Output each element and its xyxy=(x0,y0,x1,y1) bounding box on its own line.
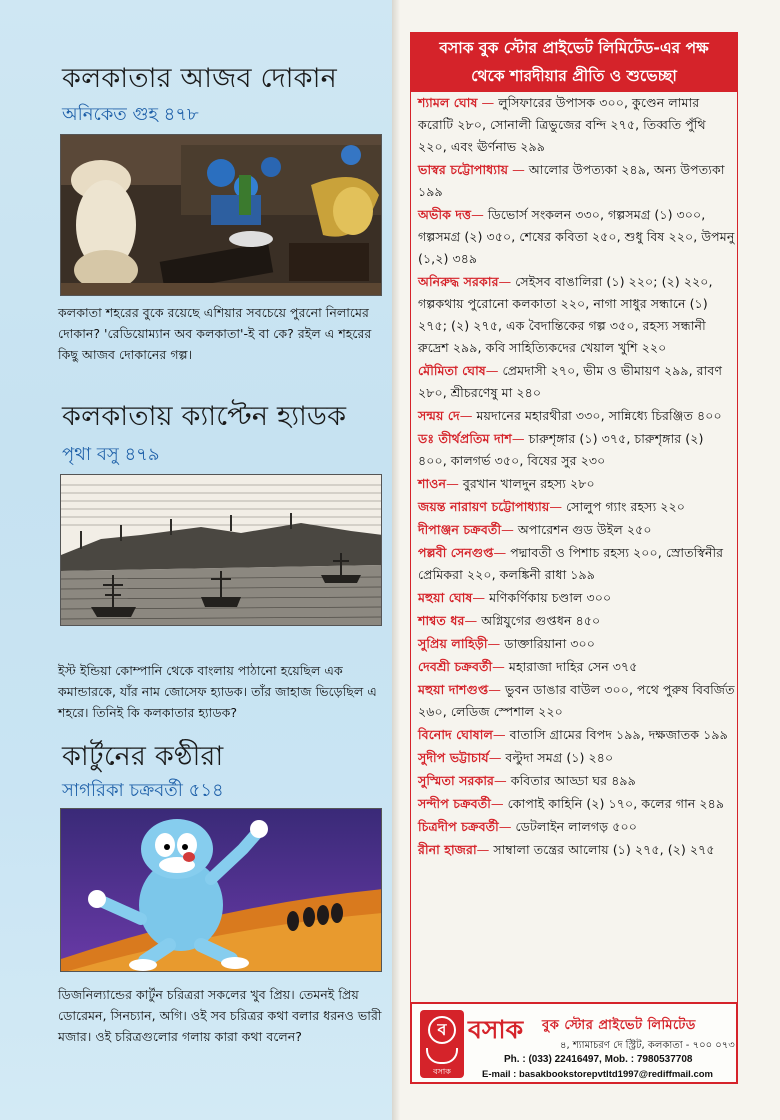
separator: — xyxy=(464,613,482,628)
separator: — xyxy=(477,95,499,110)
story-3-author: সাগরিকা চক্রবর্তী ৫১৪ xyxy=(62,780,224,801)
book-icon xyxy=(426,1048,458,1064)
author-name: বিনোদ ঘোষাল xyxy=(418,727,493,742)
separator: — xyxy=(498,819,516,834)
list-item xyxy=(418,519,736,542)
book-titles: কোপাই কাহিনি (২) ১৭০, কলের গান ২৪৯ xyxy=(507,796,725,811)
separator: — xyxy=(508,162,529,177)
author-name: শ্যামল ঘোষ xyxy=(418,95,478,110)
author-name: মহুয়া দাশগুপ্ত xyxy=(418,682,489,697)
cartoon-character-illustration xyxy=(60,808,382,972)
separator: — xyxy=(488,682,505,697)
book-titles: ভুবন ডাঙার বাউল ৩০০, পথে পুরুষ বিবর্জিত ২৬০, লেডিজ স্পেশাল ২২০ xyxy=(418,682,735,719)
book-titles: চারুশৃঙ্গার (১) ৩৭৫, চারুশৃঙ্গার (২) ৪০০, কালগর্ভ ৩৫০, বিষের সুর ২৩০ xyxy=(418,431,704,468)
separator: — xyxy=(493,545,511,560)
book-titles: আলোর উপত্যকা ২৪৯, অন্য উপত্যকা ১৯৯ xyxy=(418,162,725,199)
author-name: পল্লবী সেনগুপ্ত xyxy=(418,545,494,560)
separator: — xyxy=(492,727,510,742)
brand-name: বসাক xyxy=(468,1015,524,1044)
email: E-mail : basakbookstorepvtltd1997@rediffmail.com xyxy=(482,1069,713,1080)
list-item xyxy=(418,724,736,747)
author-name: সুদীপ ভট্টাচার্য xyxy=(418,750,489,765)
list-item xyxy=(418,747,736,770)
author-name: রীনা হাজরা xyxy=(418,842,477,857)
separator: — xyxy=(459,408,477,423)
list-item xyxy=(418,587,736,610)
book-titles: ডিভোর্স সংকলন ৩৩০, গল্পসমগ্র (১) ৩০০, গল্পসমগ্র (২) ৩৫০, শেষের কবিতা ২৫০, শুধু বিষ ২২০, উপমনু (১,২) ৩৪৯ xyxy=(418,207,735,266)
list-item xyxy=(418,542,736,587)
list-item xyxy=(418,679,736,724)
list-item xyxy=(418,793,736,816)
separator: — xyxy=(490,796,508,811)
list-item xyxy=(418,405,736,428)
antique-shop-image xyxy=(61,135,382,296)
book-titles: লুসিফারের উপাসক ৩০০, কুণ্ডেন লামার করোটি ২৮০, সোনালী ত্রিভুজের বন্দি ২৭৫, তিব্বতি পুঁথি ২২০, এবং ঊর্ণনাভ ২৯৯ xyxy=(418,95,706,154)
list-item xyxy=(418,633,736,656)
book-titles: মহারাজা দাহির সেন ৩৭৫ xyxy=(508,659,638,674)
book-titles: ময়দানের মহারথীরা ৩৩০, সান্নিধ্যে চিরঞ্জিত ৪০০ xyxy=(476,408,722,423)
story-2-caption: ইস্ট ইন্ডিয়া কোম্পানি থেকে বাংলায় পাঠানো হয়েছিল এক কমান্ডারকে, যাঁর নাম জোসেফ হ্যাডক। তাঁর জাহাজ ভিড়েছিল এ শহরে। তিনিই কি কলকাতার হ্যাডক? xyxy=(58,663,377,720)
list-item xyxy=(418,496,736,519)
banner-line-2: থেকে শারদীয়ার প্রীতি ও শুভেচ্ছা xyxy=(471,67,677,85)
story-1-author: অনিকেত গুহ ৪৭৮ xyxy=(62,104,199,125)
separator: — xyxy=(487,636,505,651)
book-titles: কবিতার আড্ডা ঘর ৪৯৯ xyxy=(510,773,636,788)
phone: Ph. : (033) 22416497, Mob. : 7980537708 xyxy=(504,1054,693,1065)
logo-letter: ব xyxy=(428,1016,456,1044)
list-item xyxy=(418,360,736,405)
book-list xyxy=(418,92,736,862)
book-titles: ডেটলাইন লালগড় ৫০০ xyxy=(515,819,637,834)
author-name: ডঃ তীর্থপ্রতিম দাশ xyxy=(418,431,512,446)
book-titles: অগ্নিযুগের গুপ্তধন ৪৫০ xyxy=(481,613,601,628)
book-titles: অপারেশন গুড উইল ২৫০ xyxy=(517,522,652,537)
author-name: অনিরুদ্ধ সরকার xyxy=(418,274,499,289)
list-item xyxy=(418,816,736,839)
cartoon-image xyxy=(61,809,382,972)
separator: — xyxy=(501,522,518,537)
book-titles: সোলুপ গ্যাং রহস্য ২২০ xyxy=(566,499,686,514)
ad-banner xyxy=(410,32,738,92)
story-3-caption: ডিজনিল্যান্ডের কার্টুন চরিত্ররা সকলের খুব প্রিয়। তেমনই প্রিয় ডোরেমন, সিনচ্যান, অগি। ওই সব চরিত্রর কথা বলার ধরনও ভারী মজার। ওই চরিত্রগুলোর গলায় কারা কথা বলেন? xyxy=(58,987,382,1044)
list-item xyxy=(418,271,736,360)
list-item xyxy=(418,839,736,862)
book-titles: প্রেমদাসী ২৭০, ভীম ও ভীমায়ণ ২৯৯, রাবণ ২৮০, শ্রীচরণেষু মা ২৪০ xyxy=(418,363,723,400)
separator: — xyxy=(549,499,567,514)
book-titles: বল্টুদা সমগ্র (১) ২৪০ xyxy=(505,750,614,765)
list-item xyxy=(418,159,736,204)
story-1-caption: কলকাতা শহরের বুকে রয়েছে এশিয়ার সবচেয়ে পুরনো নিলামের দোকান? 'রেডিয়োম্যান অব কলকাতা'-ই বা কে? রইল এ শহরের কিছু আজব দোকানের গল্প। xyxy=(58,305,372,362)
author-name: মৌমিতা ঘোষ xyxy=(418,363,486,378)
list-item xyxy=(418,428,736,473)
harbour-engraving-image xyxy=(61,475,382,626)
brand-rest: বুক স্টোর প্রাইভেট লিমিটেড xyxy=(542,1018,696,1033)
list-item xyxy=(418,204,736,271)
book-titles: পদ্মাবতী ও পিশাচ রহস্য ২০০, স্রোতস্বিনীর প্রেমিকরা ২২০, কলঙ্কিনী রাধা ১৯৯ xyxy=(418,545,724,582)
separator: — xyxy=(471,207,488,222)
author-name: সন্দীপ চক্রবর্তী xyxy=(418,796,491,811)
story-2-author: পৃথা বসু ৪৭৯ xyxy=(62,444,160,465)
separator: — xyxy=(472,590,490,605)
logo-text: বসাক xyxy=(433,1067,451,1076)
author-name: সন্ময় দে xyxy=(418,408,460,423)
book-titles: বাতাসি গ্রামের বিপদ ১৯৯, দক্ষজাতক ১৯৯ xyxy=(509,727,728,742)
list-item xyxy=(418,656,736,679)
separator: — xyxy=(488,750,506,765)
author-name: জয়ন্ত নারায়ণ চট্টোপাধ্যায় xyxy=(418,499,550,514)
author-name: শাওন xyxy=(418,476,447,491)
separator: — xyxy=(494,773,511,788)
author-name: দীপাঞ্জন চক্রবর্তী xyxy=(418,522,502,537)
author-name: সুস্মিতা সরকার xyxy=(418,773,495,788)
book-titles: মণিকর্ণিকায় চণ্ডাল ৩০০ xyxy=(489,590,612,605)
old-calcutta-harbour-engraving xyxy=(60,474,382,626)
author-name: অভীক দত্ত xyxy=(418,207,472,222)
separator: — xyxy=(492,659,509,674)
banner-line-1: বসাক বুক স্টোর প্রাইভেট লিমিটেড-এর পক্ষ xyxy=(439,39,709,57)
separator: — xyxy=(498,274,516,289)
separator: — xyxy=(485,363,503,378)
antique-shop-photo xyxy=(60,134,382,296)
author-name: ভাস্বর চট্টোপাধ্যায় xyxy=(418,162,509,177)
publisher-logo xyxy=(420,1010,464,1078)
story-2-title: কলকাতায় ক্যাপ্টেন হ্যাডক xyxy=(62,401,347,432)
book-titles: বুরখান খালদুন রহস্য ২৮০ xyxy=(462,476,595,491)
story-1-title: কলকাতার আজব দোকান xyxy=(62,63,337,94)
story-3-title: কার্টুনের কণ্ঠীরা xyxy=(62,741,224,772)
list-item xyxy=(418,92,736,159)
book-titles: সাম্বালা তন্ত্রের আলোয় (১) ২৭৫, (২) ২৭৫ xyxy=(493,842,715,857)
author-name: চিত্রদীপ চক্রবর্তী xyxy=(418,819,499,834)
separator: — xyxy=(476,842,494,857)
publisher-footer xyxy=(410,1002,738,1084)
author-name: দেবশ্রী চক্রবর্তী xyxy=(418,659,493,674)
author-name: সুপ্রিয় লাহিড়ী xyxy=(418,636,488,651)
list-item xyxy=(418,610,736,633)
address: ৪, শ্যামাচরণ দে স্ট্রিট, কলকাতা - ৭০০ ০৭৩ xyxy=(560,1040,735,1051)
list-item xyxy=(418,770,736,793)
separator: — xyxy=(511,431,529,446)
separator: — xyxy=(446,476,463,491)
author-name: শাশ্বত ধর xyxy=(418,613,465,628)
book-titles: ডাক্তারিয়ানা ৩০০ xyxy=(504,636,596,651)
list-item xyxy=(418,473,736,496)
author-name: মহুয়া ঘোষ xyxy=(418,590,473,605)
book-titles: সেইসব বাঙালিরা (১) ২২০; (২) ২২০, গল্পকথায় পুরোনো কলকাতা ২২০, নাগা সাধুর সন্ধানে (১) ২৭৫; (২) ২৭৫, এক বৈদান্তিকের গল্প ৩৫০, রহস্য সন্ধানী রুদ্রেশ ২৯৯, কবি সাহিত্যিকদের খেয়াল খুশি ২২০ xyxy=(418,274,713,355)
